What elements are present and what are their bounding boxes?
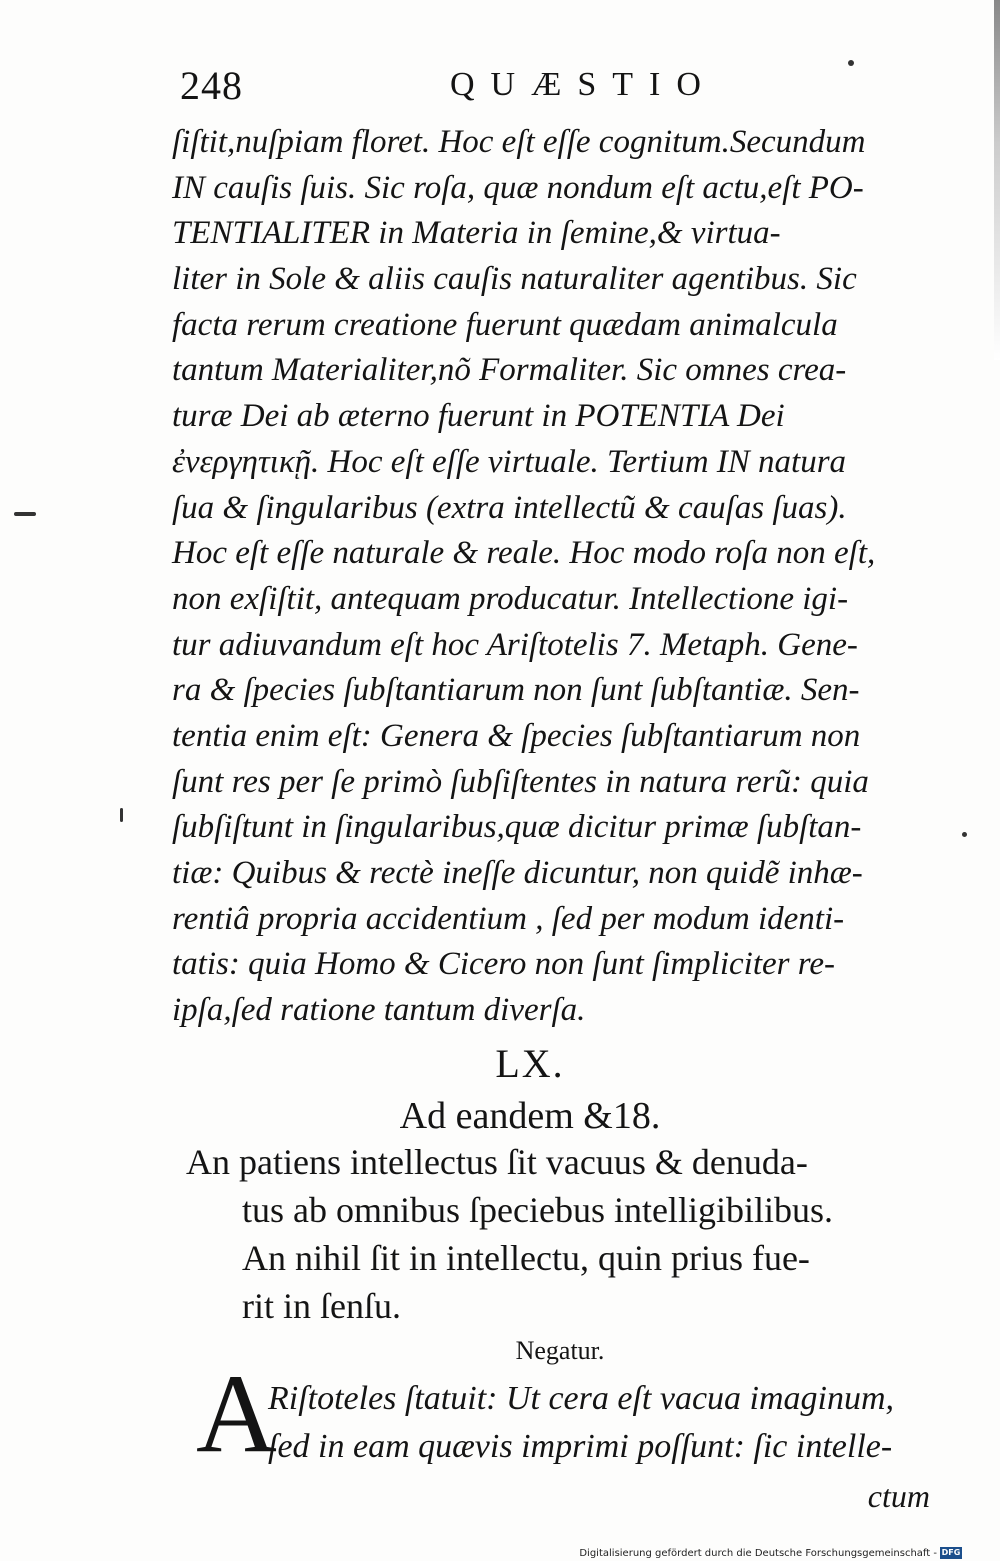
text-line: ſed in eam quævis imprimi poſſunt: ſic intelle- bbox=[268, 1428, 893, 1465]
ink-speck bbox=[962, 832, 967, 837]
section-reference: Ad eandem &18. bbox=[399, 1095, 661, 1137]
page-header bbox=[180, 62, 740, 110]
text-line: IN cauſis ſuis. Sic roſa, quæ nondum eſt actu,eſt PO- bbox=[172, 169, 864, 206]
text-line: Riſtoteles ſtatuit: Ut cera eſt vacua imaginum, bbox=[268, 1380, 895, 1417]
text-line: turæ Dei ab æterno fuerunt in POTENTIA Dei bbox=[172, 398, 785, 435]
running-head: QUÆSTIO bbox=[450, 66, 717, 103]
closing-text bbox=[268, 1375, 968, 1471]
text-line: tur adiuvandum eſt hoc Ariſtotelis 7. Metaph. Gene- bbox=[172, 626, 858, 663]
text-line: tentia enim eſt: Genera & ſpecies ſubſtantiarum non bbox=[172, 717, 861, 754]
text-line: ſua & ſingularibus (extra intellectũ & cauſas ſuas). bbox=[172, 489, 847, 526]
verdict: Negatur. bbox=[515, 1336, 605, 1365]
text-line: tantum Materialiter,nõ Formaliter. Sic omnes crea- bbox=[172, 352, 847, 389]
catchword: ctum bbox=[867, 1478, 930, 1514]
ink-speck bbox=[120, 808, 123, 822]
text-line: ipſa,ſed ratione tantum diverſa. bbox=[172, 992, 586, 1029]
dfg-logo: DFG bbox=[941, 1548, 961, 1557]
question-block bbox=[186, 1138, 956, 1330]
text-line: ſiſtit,nuſpiam floret. Hoc eſt eſſe cognitum.Secundum bbox=[172, 124, 866, 160]
text-line: TENTIALITER in Materia in ſemine,& virtua- bbox=[172, 215, 781, 252]
question-line: tus ab omnibus ſpeciebus intelligibilibus. bbox=[242, 1190, 833, 1230]
text-line: tiæ: Quibus & rectè ineſſe dicuntur, non quidẽ inhæ- bbox=[172, 855, 863, 891]
text-line: non exſiſtit, antequam producatur. Intellectione igi- bbox=[172, 580, 849, 617]
page-edge-shadow bbox=[994, 0, 1000, 360]
text-line: ſunt res per ſe primò ſubſiſtentes in natura rerũ: quia bbox=[172, 763, 869, 800]
text-line: Hoc eſt eſſe naturale & reale. Hoc modo roſa non eſt, bbox=[172, 535, 876, 572]
text-line: rentiâ propria accidentium , ſed per modum identi- bbox=[172, 900, 845, 937]
question-line: An nihil ſit in intellectu, quin prius fue- bbox=[242, 1238, 810, 1278]
text-line: ſubſiſtunt in ſingularibus,quæ dicitur primæ ſubſtan- bbox=[172, 809, 862, 846]
digitization-credit bbox=[579, 1547, 962, 1559]
body-text bbox=[172, 120, 942, 1034]
question-line: An patiens intellectus ſit vacuus & denuda- bbox=[186, 1142, 808, 1182]
text-line: tatis: quia Homo & Cicero non ſunt ſimpliciter re- bbox=[172, 946, 835, 983]
drop-cap: A bbox=[196, 1352, 277, 1476]
page-number: 248 bbox=[180, 63, 243, 108]
credit-text: Digitalisierung gefördert durch die Deutsche Forschungsgemeinschaft - bbox=[579, 1547, 937, 1559]
ink-speck bbox=[14, 512, 36, 516]
text-line: liter in Sole & aliis cauſis naturaliter agentibus. Sic bbox=[172, 261, 857, 298]
text-line: ἐνεργητικῇ. Hoc eſt eſſe virtuale. Tertium IN natura bbox=[172, 443, 847, 480]
ink-speck bbox=[848, 60, 854, 66]
question-line: rit in ſenſu. bbox=[242, 1286, 401, 1326]
text-line: facta rerum creatione fuerunt quædam animalcula bbox=[172, 306, 838, 343]
section-number: LX. bbox=[495, 1041, 565, 1086]
text-line: ra & ſpecies ſubſtantiarum non ſunt ſubſtantiæ. Sen- bbox=[172, 672, 860, 709]
